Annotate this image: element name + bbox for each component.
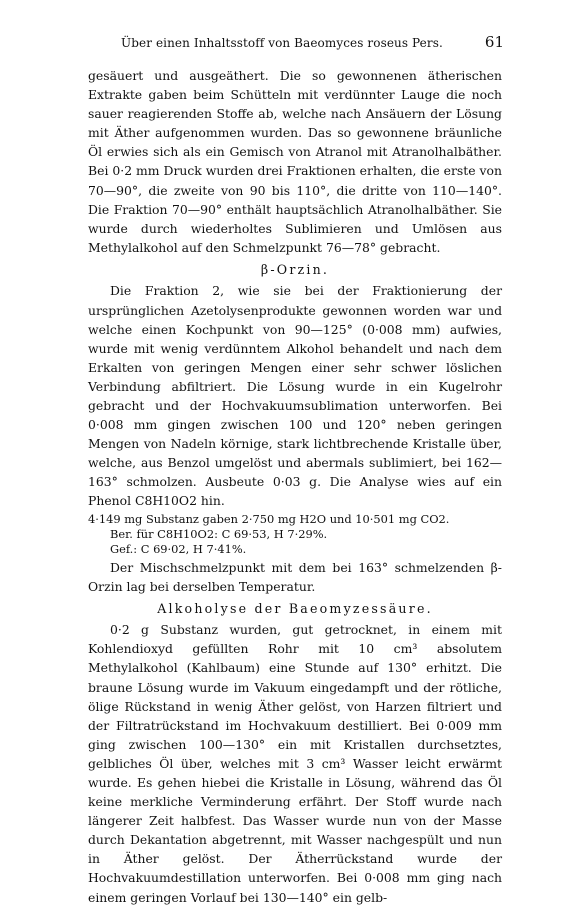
elemental-analysis: [88, 512, 502, 557]
section-heading-alkoholyse: Alkoholyse der Baeomyzessäure.: [157, 600, 433, 616]
page-number: 61: [484, 33, 504, 51]
paragraph-3: Der Mischschmelzpunkt mit dem bei 163° schmelzenden β-Orzin lag bei derselben Temperatur.: [88, 559, 502, 594]
analysis-line-2: Ber. für C8H10O2: C 69·53, H 7·29%.: [110, 526, 328, 541]
page-header: [88, 34, 504, 51]
paragraph-1: gesäuert und ausgeäthert. Die so gewonnenen ätherischen Extrakte gaben beim Schütteln mit verdünnter Lauge die noch sauer reagierenden Stoffe ab, welche nach Ansäuern der Lösung mit Äther aufgenommen wurden. Das so gewonnene bräunliche Öl erwies sich als ein Gemisch von Atranol mit Atranolhalbäther. Bei 0·2 mm Druck wurden drei Fraktionen erhalten, die erste von 70—90°, die zweite von 90 bis 110°, die dritte von 110—140°. Die Fraktion 70—90° enthält hauptsächlich Atranolhalbäther. Sie wurde durch wiederholtes Sublimieren und Umlösen aus Methylalkohol auf den Schmelzpunkt 76—78° gebracht.: [88, 68, 502, 255]
analysis-line-3: Gef.: C 69·02, H 7·41%.: [110, 541, 247, 556]
body-text: [88, 66, 502, 907]
paragraph-2: Die Fraktion 2, wie sie bei der Fraktionierung der ursprünglichen Azetolysenprodukte gewonnen worden war und welche einen Kochpunkt von 90—125° (0·008 mm) aufwies, wurde mit wenig verdünntem Alkohol behandelt und nach dem Erkalten von geringen Mengen einer sehr schwer löslichen Verbindung abfiltriert. Die Lösung wurde in ein Kugelrohr gebracht und der Hochvakuumsublimation unterworfen. Bei 0·008 mm gingen zwischen 100 und 120° neben geringen Mengen von Nadeln körnige, stark lichtbrechende Kristalle über, welche, aus Benzol umgelöst und abermals sublimiert, bei 162—163° schmolzen. Ausbeute 0·03 g. Die Analyse wies auf ein Phenol C8H10O2 hin.: [88, 283, 502, 509]
section-heading-beta-orzin: β-Orzin.: [260, 261, 330, 277]
paragraph-4: 0·2 g Substanz wurden, gut getrocknet, in einem mit Kohlendioxyd gefüllten Rohr mit 10 cm³ absolutem Methylalkohol (Kahlbaum) eine Stunde auf 130° erhitzt. Die braune Lösung wurde im Vakuum eingedampft und der rötliche, ölige Rückstand in wenig Äther gelöst, von Harzen filtriert und der Filtratrückstand im Hochvakuum destilliert. Bei 0·009 mm ging zwischen 100—130° ein mit Kristallen durchsetztes, gelbliches Öl über, welches mit 3 cm³ Wasser leicht erwärmt wurde. Es gehen hiebei die Kristalle in Lösung, während das Öl keine merkliche Verminderung erfährt. Der Stoff wurde nach längerer Zeit halbfest. Das Wasser wurde nun von der Masse durch Dekantation abgetrennt, mit Wasser nachgespült und nun in Äther gelöst. Der Ätherrückstand wurde der Hochvakuumdestillation unterworfen. Bei 0·008 mm ging nach einem geringen Vorlauf bei 130—140° ein gelb-: [88, 622, 502, 905]
analysis-line-1: 4·149 mg Substanz gaben 2·750 mg H2O und 10·501 mg CO2.: [88, 511, 450, 526]
running-title: Über einen Inhaltsstoff von Baeomyces roseus Pers.: [121, 36, 443, 50]
